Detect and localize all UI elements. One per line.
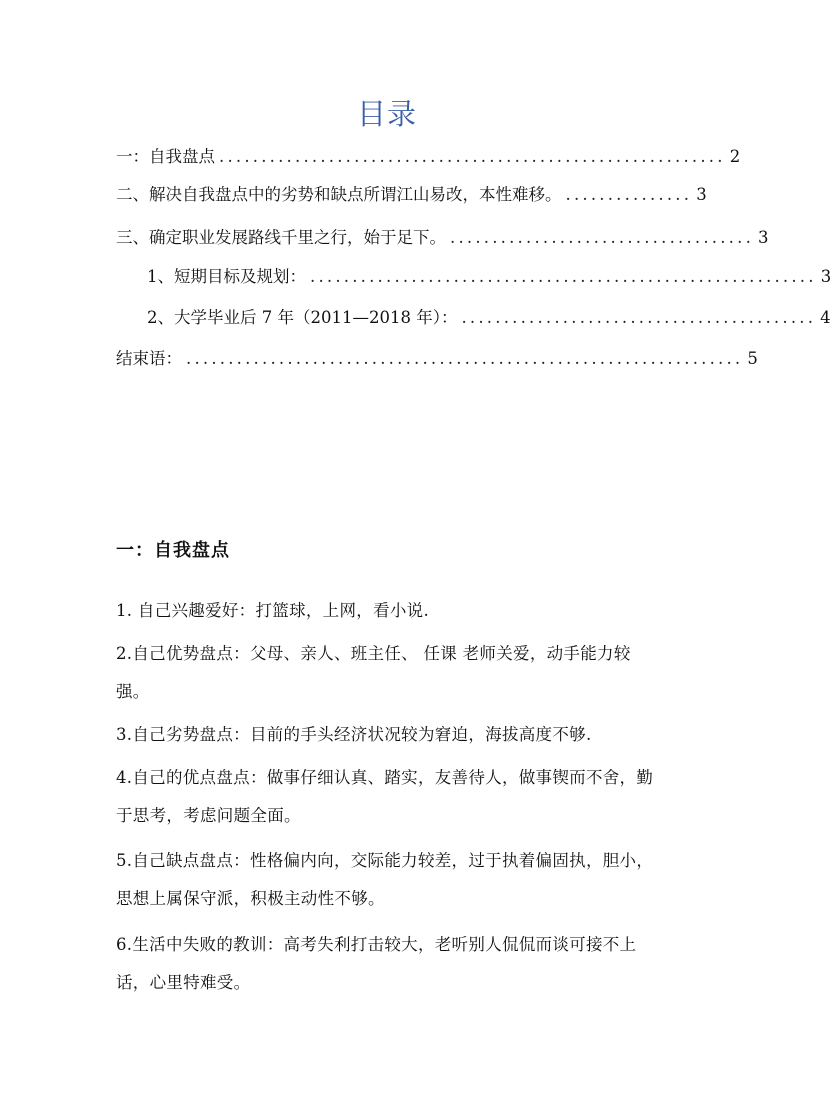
section-heading: 一：自我盘点 [116, 540, 230, 561]
paragraph-strengths: 2.自己优势盘点：父母、亲人、班主任、 任课 老师关爱，动手能力较强。 [116, 644, 631, 701]
paragraph-interests: 1. 自己兴趣爱好：打篮球，上网，看小说. [116, 601, 430, 620]
toc-page-number: 3 [820, 267, 831, 286]
paragraph-lessons: 6.生活中失败的教训：高考失利打击较大，老听别人侃侃而谈可接不上话，心里特难受。 [116, 935, 637, 992]
paragraph-shortcomings: 5.自己缺点盘点：性格偏内向，交际能力较差，过于执着偏固执，胆小，思想上属保守派，积极主动性不够。 [116, 851, 654, 908]
toc-page-number: 3 [758, 228, 769, 247]
toc-leader-dots: .................................................................. [186, 349, 744, 368]
toc-entry-2[interactable] [116, 184, 707, 206]
toc-entry-text: 1、短期目标及规划： [147, 267, 306, 286]
toc-entry-4[interactable] [147, 266, 831, 288]
toc-page-number: 2 [729, 147, 741, 166]
toc-title: 目录 [356, 97, 417, 131]
toc-page-number: 4 [820, 308, 831, 327]
toc-entry-text: 一：自我盘点 [116, 147, 215, 166]
paragraph-merits: 4.自己的优点盘点：做事仔细认真、踏实，友善待人，做事锲而不舍，勤于思考，考虑问题全面。 [116, 768, 654, 825]
toc-entry-6[interactable] [116, 348, 758, 370]
toc-leader-dots: ............... [565, 185, 693, 204]
toc-leader-dots: ............................................................ [219, 147, 726, 166]
toc-entry-5[interactable] [147, 307, 831, 329]
toc-leader-dots: ............................................................ [310, 267, 817, 286]
toc-entry-1[interactable] [116, 146, 741, 168]
toc-page-number: 3 [696, 185, 707, 204]
toc-entry-text: 二、解决自我盘点中的劣势和缺点所谓江山易改，本性难移。 [116, 185, 562, 204]
paragraph-weaknesses: 3.自己劣势盘点：目前的手头经济状况较为窘迫，海拔高度不够. [116, 725, 592, 744]
toc-entry-text: 三、确定职业发展路线千里之行，始于足下。 [116, 228, 446, 247]
toc-entry-3[interactable] [116, 227, 769, 249]
toc-leader-dots: .......................................... [461, 308, 817, 327]
toc-entry-text: 2、大学毕业后 7 年（2011—2018 年）： [147, 308, 458, 327]
toc-page-number: 5 [747, 349, 758, 368]
toc-entry-text: 结束语： [116, 349, 182, 368]
toc-leader-dots: .................................... [450, 228, 755, 247]
